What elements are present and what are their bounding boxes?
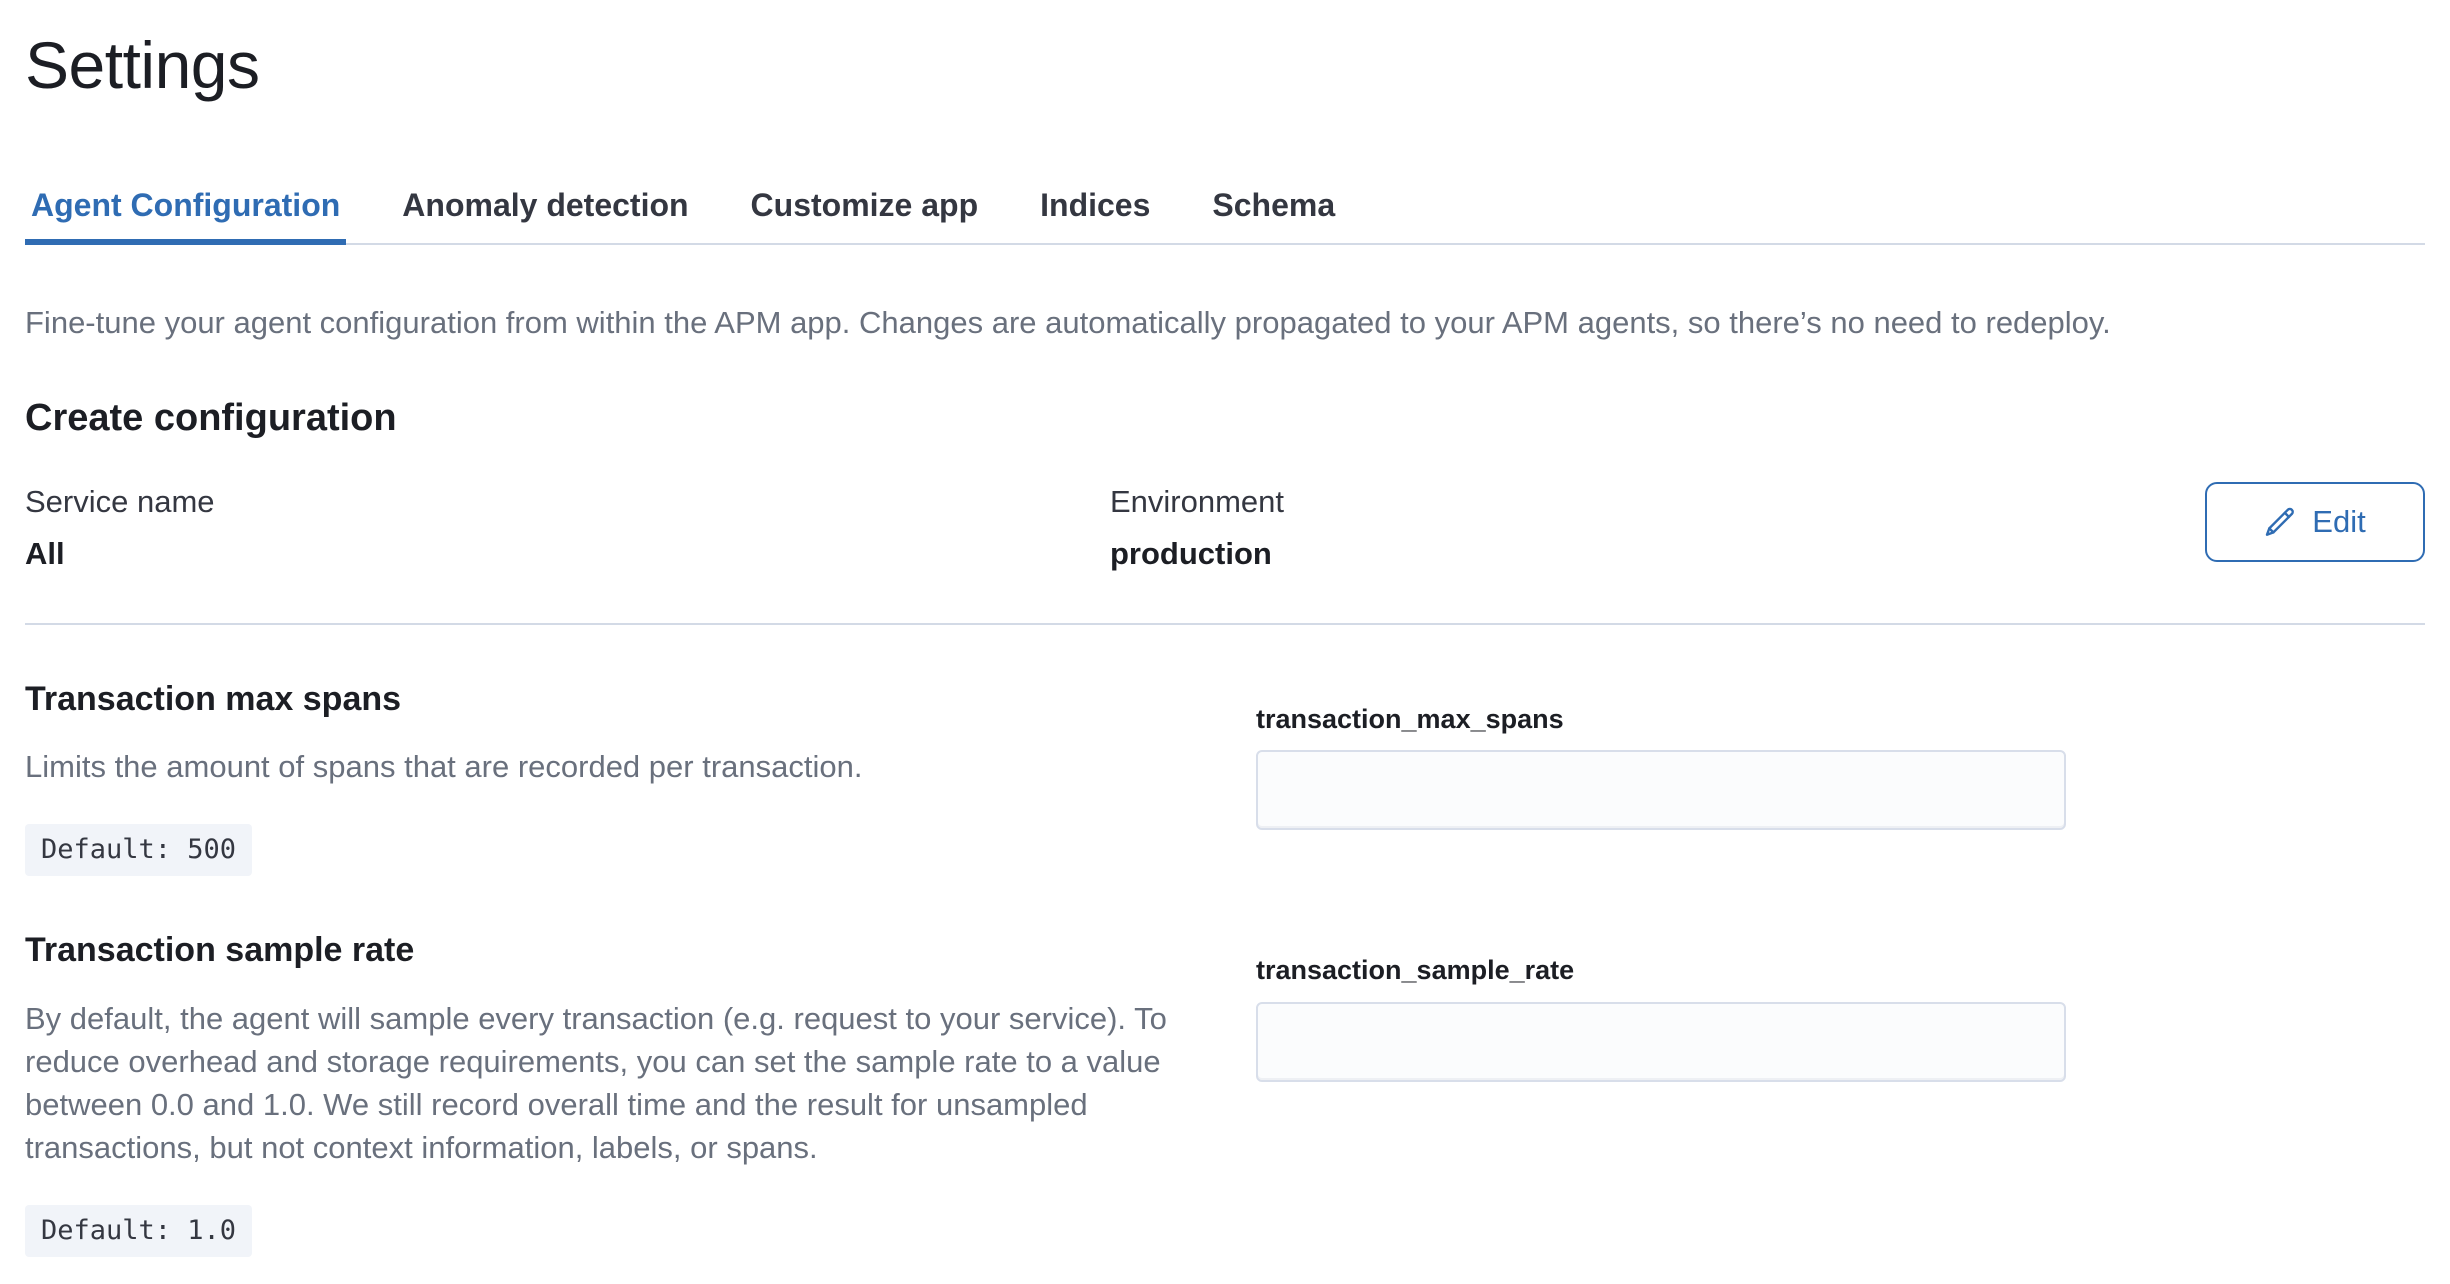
transaction-max-spans-field-label: transaction_max_spans	[1256, 703, 1564, 734]
transaction-sample-rate-row	[25, 928, 2425, 1257]
settings-tabs	[25, 185, 2425, 245]
tab-agent-configuration[interactable]: Agent Configuration	[25, 185, 346, 243]
transaction-sample-rate-description-column	[25, 928, 1175, 1257]
transaction-max-spans-form-column	[1256, 677, 2066, 831]
transaction-sample-rate-input[interactable]	[1256, 1002, 2066, 1082]
transaction-max-spans-default-badge: Default: 500	[25, 824, 252, 876]
tab-customize-app[interactable]: Customize app	[745, 185, 985, 243]
page-title: Settings	[25, 28, 260, 102]
transaction-sample-rate-description: By default, the agent will sample every transaction (e.g. request to your service). To reduce overhead and storage requirements, you can set the sample rate to a value between 0.0 and 1.0. We still record overall time and the result for unsampled transactions, but not context information, labels, or spans.	[25, 1000, 1167, 1165]
create-configuration-heading: Create configuration	[25, 396, 397, 439]
edit-button[interactable]	[2205, 482, 2425, 562]
transaction-max-spans-description: Limits the amount of spans that are recorded per transaction.	[25, 748, 863, 784]
transaction-max-spans-description-column	[25, 677, 1175, 877]
service-name-value: All	[25, 536, 65, 572]
environment-value: production	[1110, 536, 1272, 572]
tab-schema[interactable]: Schema	[1206, 185, 1341, 243]
edit-button-label: Edit	[2312, 504, 2366, 540]
environment-label: Environment	[1110, 484, 1285, 520]
configuration-summary-row	[25, 482, 2425, 575]
section-divider	[25, 623, 2425, 625]
transaction-sample-rate-title: Transaction sample rate	[25, 931, 415, 970]
transaction-max-spans-input[interactable]	[1256, 750, 2066, 830]
service-name-field	[25, 482, 1110, 575]
intro-text: Fine-tune your agent configuration from within the APM app. Changes are automatically propagated to your APM agents, so there’s no need to redeploy.	[25, 305, 2111, 341]
pencil-icon	[2264, 506, 2296, 538]
transaction-max-spans-title: Transaction max spans	[25, 679, 402, 718]
transaction-sample-rate-field-label: transaction_sample_rate	[1256, 955, 1575, 986]
environment-field	[1110, 482, 2205, 575]
tab-anomaly-detection[interactable]: Anomaly detection	[396, 185, 694, 243]
service-name-label: Service name	[25, 484, 215, 520]
transaction-sample-rate-default-badge: Default: 1.0	[25, 1205, 252, 1257]
tab-indices[interactable]: Indices	[1034, 185, 1156, 243]
transaction-max-spans-row	[25, 677, 2425, 877]
transaction-sample-rate-form-column	[1256, 928, 2066, 1082]
